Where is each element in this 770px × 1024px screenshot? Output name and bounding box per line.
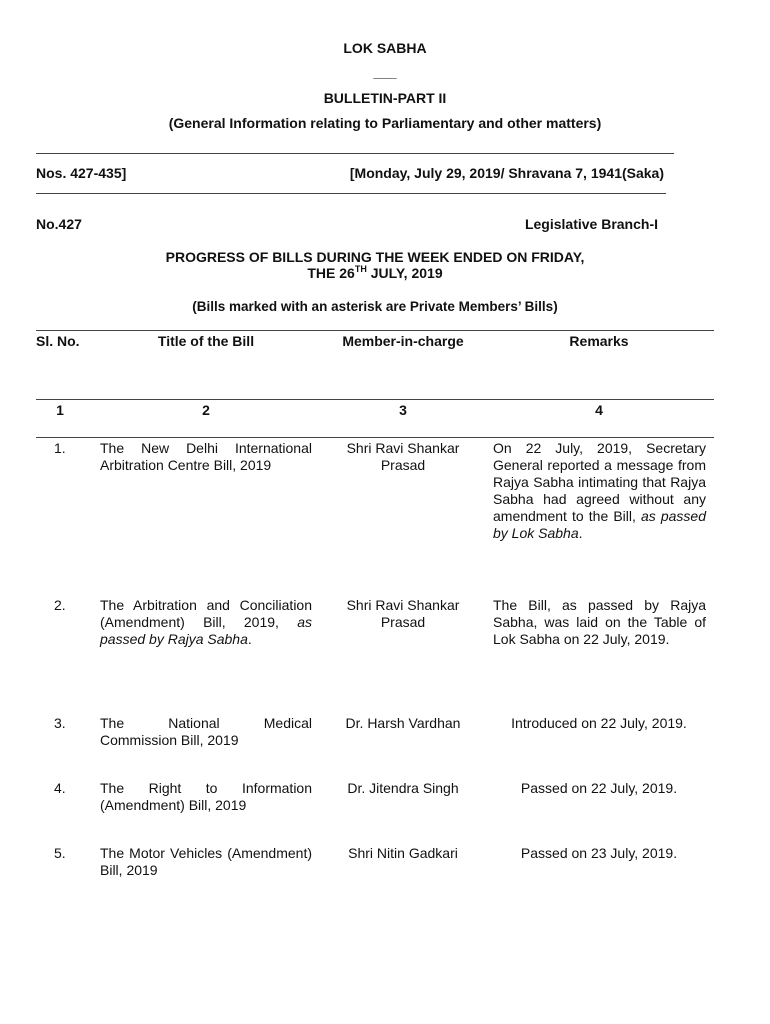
header-member: Member-in-charge bbox=[342, 333, 464, 349]
divider-bottom bbox=[36, 193, 666, 194]
member-in-charge: Shri Nitin Gadkari bbox=[348, 845, 458, 861]
col-number-1: 1 bbox=[56, 402, 64, 418]
bill-title: The Right to Information (Amendment) Bill, 2019 bbox=[100, 780, 312, 813]
house-title: LOK SABHA bbox=[343, 40, 427, 56]
notice-note: (Bills marked with an asterisk are Private Members’ Bills) bbox=[192, 299, 558, 314]
bulletin-numbers: Nos. 427-435] bbox=[36, 165, 127, 181]
bill-remarks: The Bill, as passed by Rajya Sabha, was laid on the Table of Lok Sabha on 22 July, 2019. bbox=[493, 597, 706, 647]
notice-heading-line1: PROGRESS OF BILLS DURING THE WEEK ENDED ON FRIDAY, bbox=[165, 249, 585, 265]
bill-remarks: Passed on 23 July, 2019. bbox=[520, 845, 678, 861]
col-number-4: 4 bbox=[595, 402, 603, 418]
title-separator: ___ bbox=[373, 64, 397, 80]
bulletin-subtitle: (General Information relating to Parliamentary and other matters) bbox=[168, 115, 602, 131]
notice-number: No.427 bbox=[36, 216, 82, 232]
bill-title: The National Medical Commission Bill, 2019 bbox=[100, 715, 312, 748]
row-sl-no: 5. bbox=[54, 845, 66, 861]
notice-heading-line2: THE 26TH JULY, 2019 bbox=[307, 264, 443, 281]
table-rule-top bbox=[36, 330, 714, 331]
bill-title: The Arbitration and Conciliation (Amendment) Bill, 2019, as passed by Rajya Sabha. bbox=[100, 597, 312, 647]
row-sl-no: 1. bbox=[54, 440, 66, 456]
bill-title: The Motor Vehicles (Amendment) Bill, 2019 bbox=[100, 845, 312, 878]
member-in-charge: Shri Ravi Shankar Prasad bbox=[346, 440, 460, 473]
header-title: Title of the Bill bbox=[157, 333, 255, 349]
member-in-charge: Dr. Harsh Vardhan bbox=[345, 715, 461, 731]
bulletin-date: [Monday, July 29, 2019/ Shravana 7, 1941(Saka) bbox=[349, 165, 664, 181]
member-in-charge: Dr. Jitendra Singh bbox=[347, 780, 459, 796]
row-sl-no: 2. bbox=[54, 597, 66, 613]
branch-name: Legislative Branch-I bbox=[524, 216, 658, 232]
divider-top bbox=[36, 153, 674, 154]
header-remarks: Remarks bbox=[569, 333, 629, 349]
bulletin-title: BULLETIN-PART II bbox=[323, 90, 447, 106]
bill-title: The New Delhi International Arbitration Centre Bill, 2019 bbox=[100, 440, 312, 473]
bill-remarks: Introduced on 22 July, 2019. bbox=[511, 715, 687, 731]
bill-remarks: On 22 July, 2019, Secretary General reported a message from Rajya Sabha intimating that Rajya Sabha had agreed without any amendment to the Bill, as passed by Lok Sabha. bbox=[493, 440, 707, 541]
member-in-charge: Shri Ravi Shankar Prasad bbox=[346, 597, 460, 630]
row-sl-no: 3. bbox=[54, 715, 66, 731]
header-sl-no: Sl. No. bbox=[36, 333, 80, 349]
col-number-3: 3 bbox=[399, 402, 407, 418]
bill-remarks: Passed on 22 July, 2019. bbox=[520, 780, 678, 796]
table-rule-mid bbox=[36, 399, 714, 400]
col-number-2: 2 bbox=[202, 402, 210, 418]
row-sl-no: 4. bbox=[54, 780, 66, 796]
table-rule-header-bottom bbox=[36, 437, 714, 438]
